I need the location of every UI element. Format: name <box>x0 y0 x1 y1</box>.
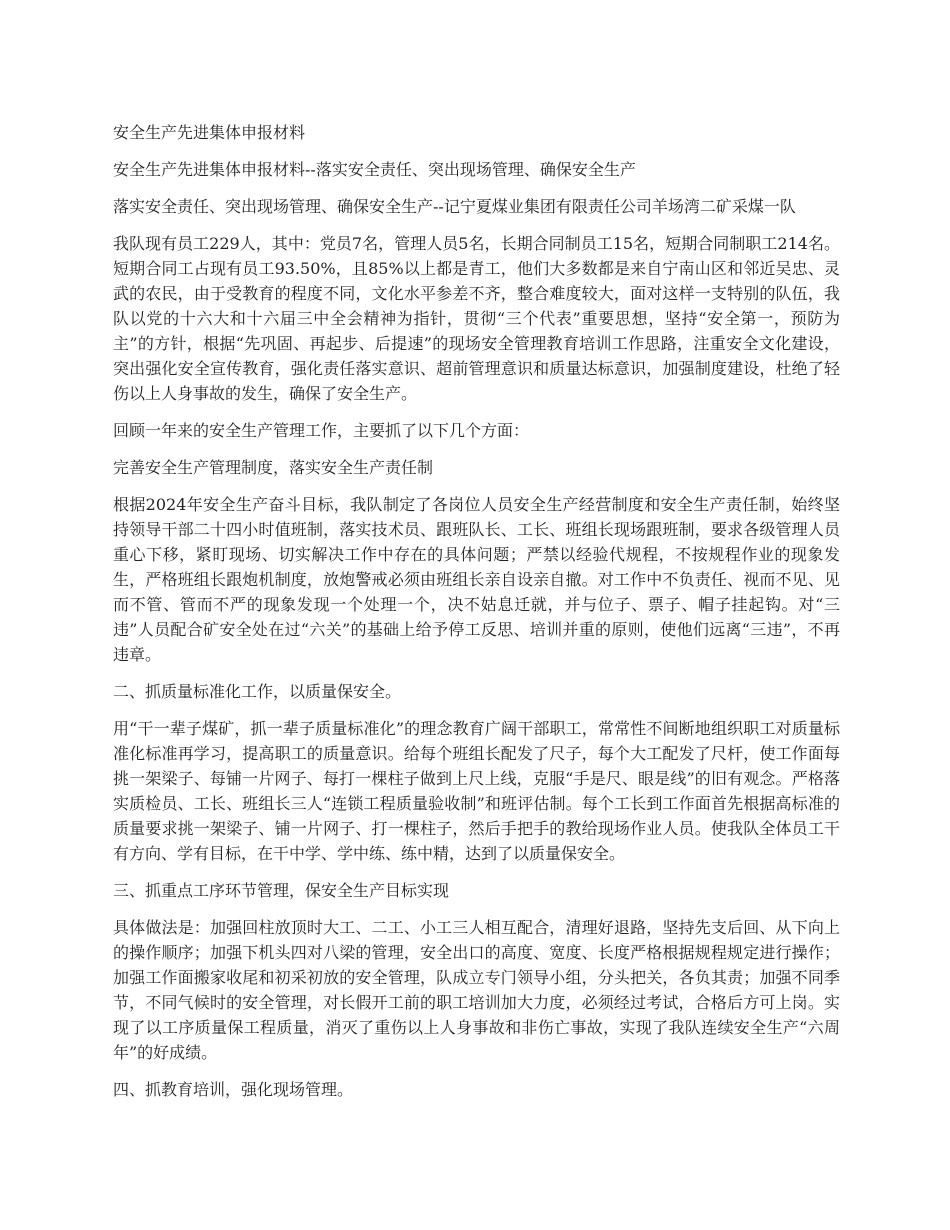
review-paragraph: 回顾一年来的安全生产管理工作，主要抓了以下几个方面： <box>113 421 530 440</box>
section-heading-3: 三、抓重点工序环节管理，保安全生产目标实现 <box>113 881 450 900</box>
section-heading-1: 完善安全生产管理制度，落实安全生产责任制 <box>113 458 434 477</box>
section-body-1: 根据2024年安全生产奋斗目标，我队制定了各岗位人员安全生产经营制度和安全生产责任制，始终坚持领导干部二十四小时值班制，落实技术员、跟班队长、工长、班组长现场跟班制，要求各级管理人员重心下移，紧盯现场、切实解决工作中存在的具体问题；严禁以经验代规程，不按规程作业的现象发生，严格班组长跟炮机制度，放炮警戒必须由班组长亲自设亲自撤。对工作中不负责任、视而不见、见而不管、管而不严的现象发现一个处理一个，决不姑息迁就，并与位子、票子、帽子挂起钩。对“三违”人员配合矿安全处在过“六关”的基础上给予停工反思、培训并重的原则，使他们远离“三违”，不再违章。 <box>113 495 840 664</box>
document-byline: 落实安全责任、突出现场管理、确保安全生产--记宁夏煤业集团有限责任公司羊场湾二矿采煤一队 <box>113 197 796 216</box>
section-heading-4: 四、抓教育培训，强化现场管理。 <box>113 1080 354 1099</box>
section-body-3: 具体做法是：加强回柱放顶时大工、二工、小工三人相互配合，清理好退路，坚持先支后回、从下向上的操作顺序；加强下机头四对八梁的管理，安全出口的高度、宽度、长度严格根据规程规定进行操作；加强工作面搬家收尾和初采初放的安全管理，队成立专门领导小组，分头把关，各负其责；加强不同季节，不同气候时的安全管理，对长假开工前的职工培训加大力度，必须经过考试，合格后方可上岗。实现了以工序质量保工程质量，消灭了重伤以上人身事故和非伤亡事故，实现了我队连续安全生产“六周年”的好成绩。 <box>113 918 840 1062</box>
section-heading-2: 二、抓质量标准化工作，以质量保安全。 <box>113 682 402 701</box>
document-subtitle: 安全生产先进集体申报材料--落实安全责任、突出现场管理、确保安全生产 <box>113 160 636 179</box>
document-title: 安全生产先进集体申报材料 <box>113 123 306 142</box>
document-page <box>113 120 840 1114</box>
section-body-2: 用“干一辈子煤矿，抓一辈子质量标准化”的理念教育广阔干部职工，常常性不间断地组织职工对质量标准化标准再学习，提高职工的质量意识。给每个班组长配发了尺子，每个大工配发了尺杆，使工作面每挑一架梁子、每铺一片网子、每打一棵柱子做到上尺上线，克服“手是尺、眼是线”的旧有观念。严格落实质检员、工长、班组长三人“连锁工程质量验收制”和班评估制。每个工长到工作面首先根据高标准的质量要求挑一架梁子、铺一片网子、打一棵柱子，然后手把手的教给现场作业人员。使我队全体员工干有方向、学有目标，在干中学、学中练、练中精，达到了以质量保安全。 <box>113 719 840 863</box>
intro-paragraph: 我队现有员工229人，其中：党员7名，管理人员5名，长期合同制员工15名，短期合同制职工214名。短期合同工占现有员工93.50%，且85%以上都是青工，他们大多数都是来自宁南山区和邻近吴忠、灵武的农民，由于受教育的程度不同，文化水平参差不齐，整合难度较大，面对这样一支特别的队伍，我队以党的十六大和十六届三中全会精神为指针，贯彻“三个代表”重要思想，坚持“安全第一，预防为主”的方针，根据“先巩固、再起步、后提速”的现场安全管理教育培训工作思路，注重安全文化建设，突出强化安全宣传教育，强化责任落实意识、超前管理意识和质量达标意识，加强制度建设，杜绝了轻伤以上人身事故的发生，确保了安全生产。 <box>113 234 840 403</box>
